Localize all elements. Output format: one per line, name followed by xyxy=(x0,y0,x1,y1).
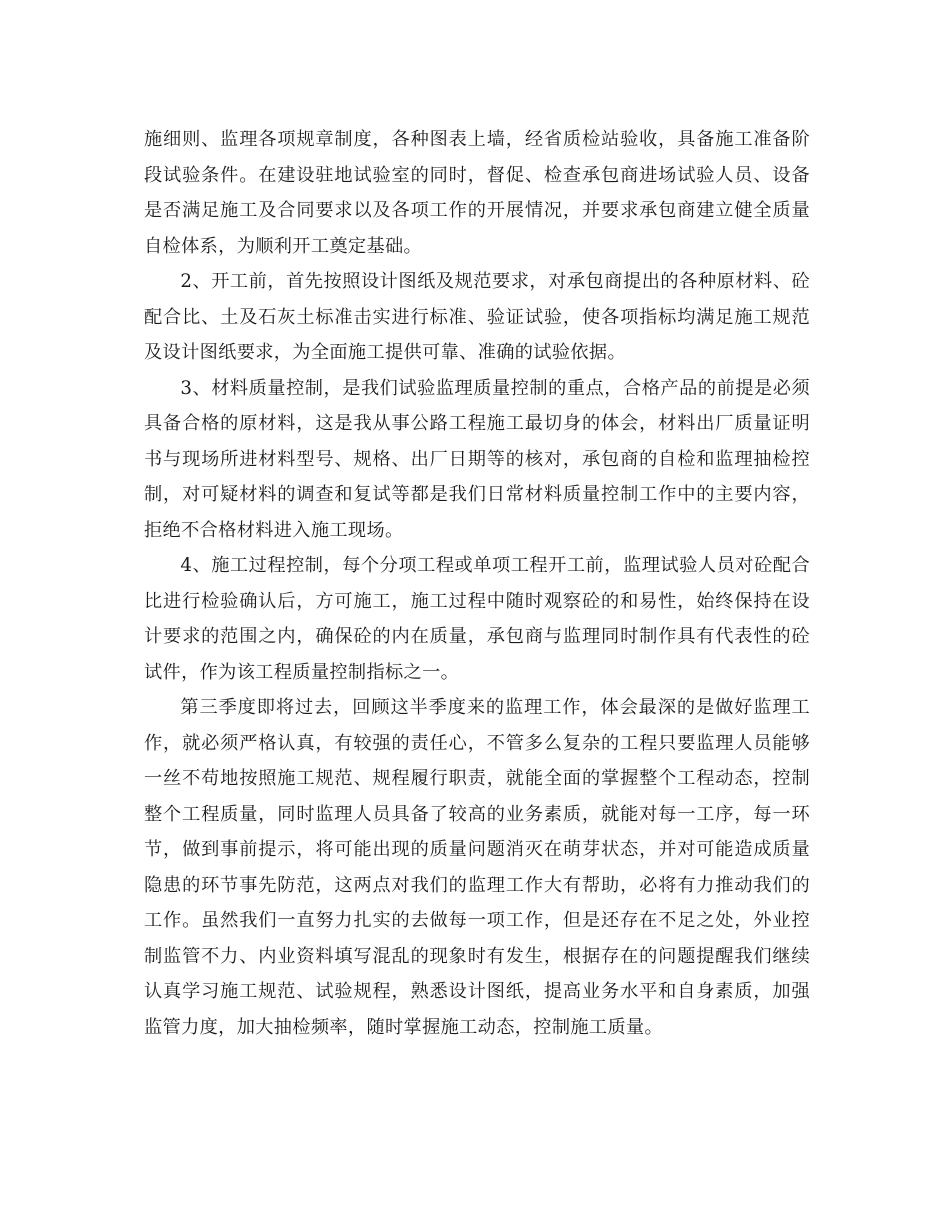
paragraph-4: 4、施工过程控制，每个分项工程或单项工程开工前，监理试验人员对砼配合比进行检验确认后，方可施工，施工过程中随时观察砼的和易性，始终保持在设计要求的范围之内，确保砼的内在质量，承包商与监理同时制作具有代表性的砼试件，作为该工程质量控制指标之一。 xyxy=(144,555,810,683)
document-body xyxy=(144,122,810,1045)
paragraph-3: 3、材料质量控制，是我们试验监理质量控制的重点，合格产品的前提是必须具备合格的原材料，这是我从事公路工程施工最切身的体会，材料出厂质量证明书与现场所进材料型号、规格、出厂日期等的核对，承包商的自检和监理抽检控制，对可疑材料的调查和复试等都是我们日常材料质量控制工作中的主要内容，拒绝不合格材料进入施工现场。 xyxy=(144,377,810,541)
paragraph-5: 第三季度即将过去，回顾这半季度来的监理工作，体会最深的是做好监理工作，就必须严格认真，有较强的责任心，不管多么复杂的工程只要监理人员能够一丝不苟地按照施工规范、规程履行职责，就能全面的掌握整个工程动态，控制整个工程质量，同时监理人员具备了较高的业务素质，就能对每一工序，每一环节，做到事前提示，将可能出现的质量问题消灭在萌芽状态，并对可能造成质量隐患的环节事先防范，这两点对我们的监理工作大有帮助，必将有力推动我们的工作。虽然我们一直努力扎实的去做每一项工作，但是还存在不足之处，外业控制监管不力、内业资料填写混乱的现象时有发生，根据存在的问题提醒我们继续认真学习施工规范、试验规程，熟悉设计图纸，提高业务水平和自身素质，加强监管力度，加大抽检频率，随时掌握施工动态，控制施工质量。 xyxy=(144,697,810,1038)
paragraph-1: 施细则、监理各项规章制度，各种图表上墙，经省质检站验收，具备施工准备阶段试验条件。在建设驻地试验室的同时，督促、检查承包商进场试验人员、设备是否满足施工及合同要求以及各项工作的开展情况，并要求承包商建立健全质量自检体系，为顺利开工奠定基础。 xyxy=(144,129,810,257)
paragraph-2: 2、开工前，首先按照设计图纸及规范要求，对承包商提出的各种原材料、砼配合比、土及石灰土标准击实进行标准、验证试验，使各项指标均满足施工规范及设计图纸要求，为全面施工提供可靠、准确的试验依据。 xyxy=(144,271,810,363)
